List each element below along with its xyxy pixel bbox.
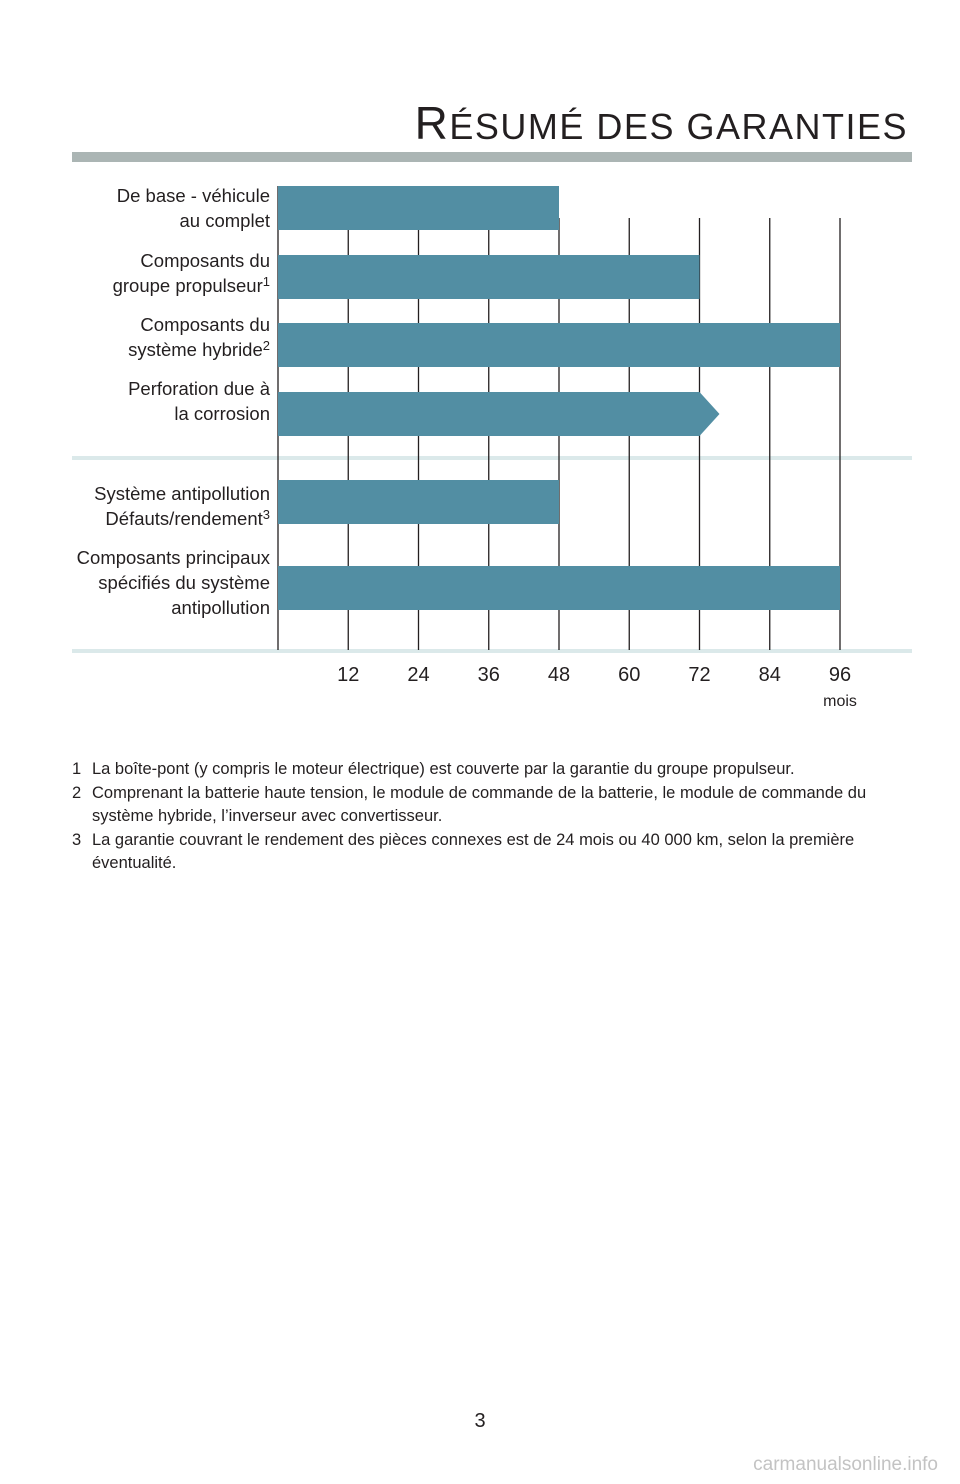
footnote-marker: 3 [262, 507, 270, 522]
x-tick-label: 48 [547, 664, 571, 686]
x-tick-label: 96 [828, 664, 852, 686]
category-label-line: Composants principaux [76, 547, 270, 568]
footnote-marker: 1 [262, 274, 270, 289]
page-title-initial: R [414, 97, 450, 149]
x-tick-label: 60 [618, 664, 641, 686]
title-rule [72, 152, 912, 162]
category-label-line: au complet [179, 210, 270, 231]
bar-arrow [278, 392, 720, 436]
category-label-line: la corrosion [174, 403, 270, 424]
group-separator [72, 649, 912, 653]
page-title [415, 96, 908, 150]
watermark: carmanualsonline.info [753, 1454, 938, 1475]
category-label-line: Composants du [140, 314, 270, 335]
footnote-number: 2 [72, 783, 82, 802]
footnote [70, 829, 900, 876]
bar [278, 323, 840, 367]
footnote-text: La garantie couvrant le rendement des pièces connexes est de 24 mois ou 40 000 km, selon la première éventualité. [92, 830, 855, 872]
x-axis-label: mois [823, 693, 857, 710]
category-label-line: Composants du [140, 250, 270, 271]
warranty-chart [0, 170, 960, 730]
footnote-text: Comprenant la batterie haute tension, le module de commande de la batterie, le module de commande du système hybride, l’inverseur avec convertisseur. [92, 783, 867, 825]
page-number: 3 [474, 1410, 486, 1432]
category-label-line: Perforation due à [128, 378, 270, 399]
bar [278, 480, 559, 524]
bar [278, 186, 559, 230]
category-label-line: antipollution [171, 597, 270, 618]
category-label-line: De base - véhicule [116, 185, 270, 206]
x-tick-label: 24 [407, 664, 430, 686]
footnote-text: La boîte-pont (y compris le moteur électrique) est couverte par la garantie du groupe propulseur. [92, 760, 795, 778]
footnotes [70, 758, 900, 876]
bar [278, 255, 700, 299]
category-label-line: groupe propulseur$^1$ [112, 274, 270, 296]
footnote-marker: 2 [262, 338, 270, 353]
category-label-line: spécifiés du système [98, 572, 270, 593]
x-tick-label: 72 [688, 664, 711, 686]
footnote [70, 758, 900, 782]
footnote-number: 1 [72, 760, 82, 778]
category-label-line: Système antipollution [94, 483, 270, 504]
page-title-rest: ÉSUMÉ DES GARANTIES [449, 106, 908, 147]
footnote-number: 3 [72, 830, 82, 849]
x-tick-label: 84 [758, 664, 781, 686]
bar [278, 566, 840, 610]
group-separator [72, 456, 912, 460]
footnote [70, 782, 900, 829]
x-tick-label: 12 [337, 664, 360, 686]
category-label-line: Défauts/rendement$^3$ [105, 507, 270, 529]
category-label-line: système hybride$^2$ [128, 338, 270, 360]
x-tick-label: 36 [477, 664, 500, 686]
